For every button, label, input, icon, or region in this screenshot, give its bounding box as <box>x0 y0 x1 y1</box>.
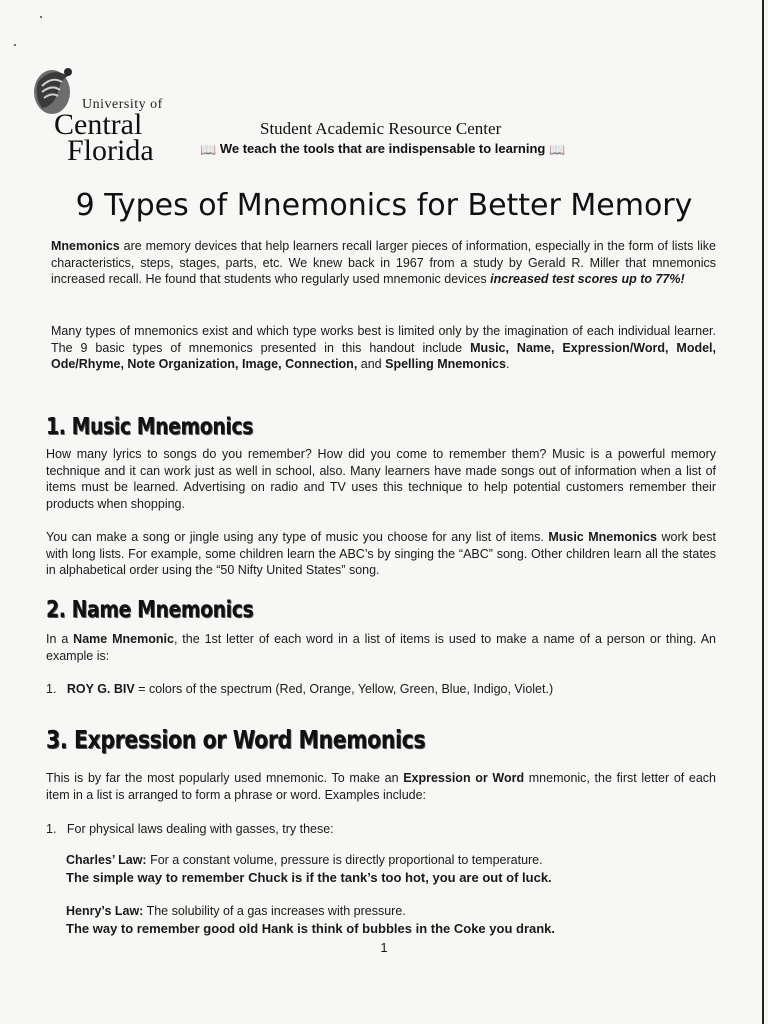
charles-law-text: For a constant volume, pressure is directly proportional to temperature. <box>146 853 543 867</box>
henry-law <box>66 902 716 938</box>
expression-paragraph-1 <box>46 770 716 803</box>
henry-law-text: The solubility of a gas increases with pressure. <box>143 904 406 918</box>
book-icon: 📖 <box>200 141 217 157</box>
intro-p2-last: Spelling Mnemonics <box>385 357 506 371</box>
roy-g-biv: ROY G. BIV <box>66 682 135 696</box>
intro-p2-end: . <box>505 357 510 371</box>
tagline <box>200 141 565 158</box>
section-heading-music: 1. Music Mnemonics <box>46 414 253 440</box>
intro-paragraph-1 <box>51 238 716 288</box>
list-number: 1. <box>46 822 57 836</box>
name-item-rest: = colors of the spectrum (Red, Orange, Yellow, Green, Blue, Indigo, Violet.) <box>134 682 554 696</box>
page-title: 9 Types of Mnemonics for Better Memory <box>75 188 693 223</box>
expr-p1-c: mnemonic, the first letter of each item in a list is arranged to form a phrase or word. Examples include: <box>46 771 717 802</box>
intro-p2-types: Music, Name, Expression/Word, Model, Ode/Rhyme, Note Organization, Image, Connection, <box>51 340 716 371</box>
section-heading-name: 2. Name Mnemonics <box>46 597 254 623</box>
music-paragraph-1: How many lyrics to songs do you remember? How did you come to remember them? Music is a powerful memory technique and it can work just as well in school, also. Many learners have made songs out of information when a list of items must be learned. Advertising on radio and TV uses this technique to help potential customers remember their products when shopping. <box>46 447 716 511</box>
logo-central-text: Central <box>54 108 143 141</box>
music-p2-a: You can make a song or jingle using any type of music you choose for any list of items. <box>46 530 549 544</box>
list-number: 1. <box>46 682 57 696</box>
intro-p2-and: and <box>357 357 386 371</box>
music-paragraph-2 <box>46 529 716 579</box>
name-p1-c: , the 1st letter of each word in a list of items is used to make a name of a person or thing. An example is: <box>46 632 716 663</box>
tagline-text: We teach the tools that are indispensable to learning <box>219 141 546 156</box>
logo-university-text: University of <box>82 97 163 112</box>
resource-center-name: Student Academic Resource Center <box>260 119 502 138</box>
intro-p2-body: Many types of mnemonics exist and which type works best is limited only by the imagination of each individual learner. The 9 basic types of mnemonics presented in this handout include <box>51 324 716 355</box>
expr-p1-term: Expression or Word <box>403 771 525 785</box>
book-icon: 📖 <box>548 141 566 157</box>
henry-law-label: Henry’s Law: <box>66 904 144 918</box>
expr-p1-a: This is by far the most popularly used mnemonic. To make an <box>46 771 404 785</box>
music-p2-term: Music Mnemonics <box>548 530 657 544</box>
henry-law-mnemonic: The way to remember good old Hank is think of bubbles in the Coke you drank. <box>66 921 556 936</box>
name-paragraph-1 <box>46 631 716 664</box>
mnemonics-term: Mnemonics <box>51 239 120 253</box>
section-heading-expression: 3. Expression or Word Mnemonics <box>46 725 426 754</box>
ucf-logo <box>22 60 192 170</box>
page-number: 1 <box>380 940 388 955</box>
name-list-item <box>46 681 716 698</box>
name-p1-term: Name Mnemonic <box>73 632 174 646</box>
expression-list-item <box>46 821 716 838</box>
intro-p1-body: are memory devices that help learners recall larger pieces of information, especially in the form of lists like characteristics, steps, stages, parts, etc. We knew back in 1967 from a study by Gerald R. Miller that mnemonics increased recall. He found that students who regularly used mnemonic devices <box>51 239 716 286</box>
intro-p1-emphasis: increased test scores up to 77%! <box>490 272 685 286</box>
charles-law-mnemonic: The simple way to remember Chuck is if the tank’s too hot, you are out of luck. <box>66 870 552 885</box>
music-p2-c: work best with long lists. For example, some children learn the ABC’s by singing the “ABC” song. Other children learn all the states in alphabetical order using the “50 Nifty United States” song. <box>46 530 716 577</box>
charles-law <box>66 851 716 887</box>
name-p1-a: In a <box>46 632 74 646</box>
logo-florida-text: Florida <box>67 134 154 167</box>
expr-item-text: For physical laws dealing with gasses, try these: <box>66 822 334 836</box>
scan-speck <box>40 16 42 18</box>
charles-law-label: Charles’ Law: <box>66 853 147 867</box>
scan-speck <box>14 44 16 46</box>
intro-paragraph-2 <box>51 323 716 373</box>
scan-edge <box>762 0 764 1024</box>
